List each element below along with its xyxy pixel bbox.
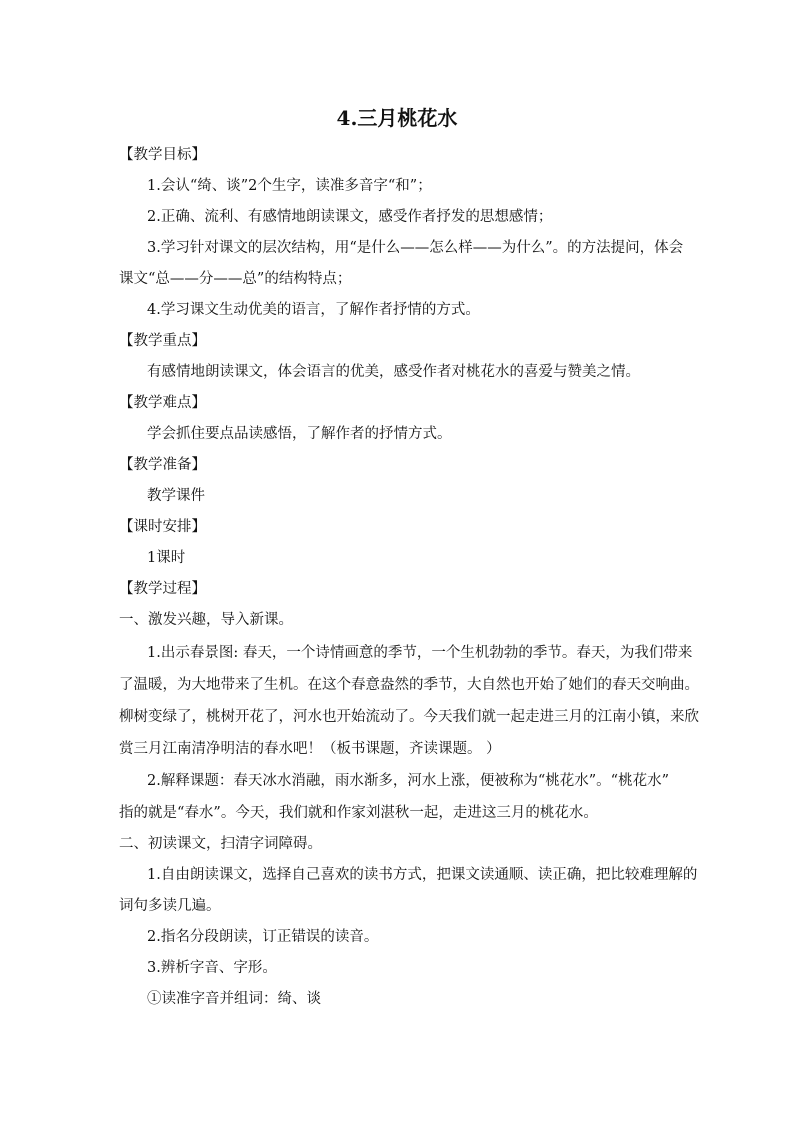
process-paragraph-line: 柳树变绿了，桃树开花了，河水也开始流动了。今天我们就一起走进三月的江南小镇，来欣 — [119, 709, 699, 725]
section-heading-key-points: 【教学重点】 — [119, 333, 206, 349]
process-paragraph-line: 1.自由朗读课文，选择自己喜欢的读书方式，把课文读通顺、读正确，把比较难理解的 — [147, 867, 698, 883]
process-paragraph-line: 赏三月江南清净明洁的春水吧！（板书课题，齐读课题。 ） — [119, 741, 501, 757]
section-heading-objectives: 【教学目标】 — [119, 147, 206, 163]
process-step-heading-2: 二、初读课文，扫清字词障碍。 — [119, 836, 322, 852]
process-paragraph-line: 了温暖，为大地带来了生机。在这个春意盎然的季节，大自然也开始了她们的春天交响曲。 — [119, 677, 699, 693]
schedule-text: 1课时 — [147, 550, 186, 566]
section-heading-preparation: 【教学准备】 — [119, 457, 206, 473]
key-points-text: 有感情地朗读课文，体会语言的优美，感受作者对桃花水的喜爱与赞美之情。 — [147, 364, 640, 380]
difficulties-text: 学会抓住要点品读感悟，了解作者的抒情方式。 — [147, 426, 452, 442]
process-paragraph-line: 2.解释课题：春天冰水消融，雨水渐多，河水上涨，便被称为“桃花水”。“桃花水” — [147, 773, 669, 789]
objective-item-4: 4.学习课文生动优美的语言，了解作者抒情的方式。 — [147, 302, 480, 318]
process-paragraph-line: 指的就是“春水”。今天，我们就和作家刘湛秋一起，走进这三月的桃花水。 — [119, 805, 598, 821]
process-paragraph-line: 3.辨析字音、字形。 — [147, 960, 277, 976]
process-paragraph-line: 2.指名分段朗读，订正错误的读音。 — [147, 929, 379, 945]
process-step-heading-1: 一、激发兴趣，导入新课。 — [119, 612, 293, 628]
objective-item-3-continued: 课文“总——分——总”的结构特点； — [119, 271, 352, 287]
section-heading-schedule: 【课时安排】 — [119, 519, 206, 535]
document-title: 4.三月桃花水 — [336, 106, 458, 130]
process-paragraph-line: 词句多读几遍。 — [119, 898, 221, 914]
section-heading-process: 【教学过程】 — [119, 581, 206, 597]
process-paragraph-line: ①读准字音并组词：绮、谈 — [147, 991, 321, 1007]
objective-item-3: 3.学习针对课文的层次结构，用“是什么——怎么样——为什么”。的方法提问，体会 — [147, 240, 684, 256]
objective-item-2: 2.正确、流利、有感情地朗读课文，感受作者抒发的思想感情； — [147, 209, 553, 225]
section-heading-difficulties: 【教学难点】 — [119, 395, 206, 411]
process-paragraph-line: 1.出示春景图: 春天，一个诗情画意的季节，一个生机勃勃的季节。春天，为我们带来 — [147, 645, 693, 661]
objective-item-1: 1.会认“绮、谈”2个生字，读准多音字“和”； — [147, 178, 432, 194]
preparation-text: 教学课件 — [147, 488, 205, 504]
